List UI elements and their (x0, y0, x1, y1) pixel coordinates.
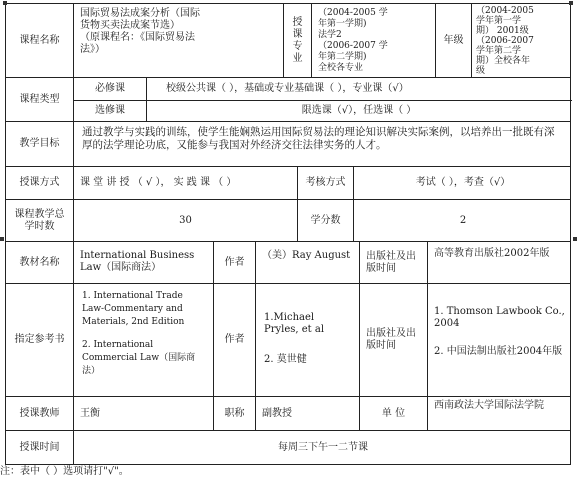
row-textbook (5, 241, 571, 283)
value-title: 副教授 (256, 397, 360, 430)
label-unit: 单 位 (360, 397, 428, 430)
label-exam: 考核方式 (298, 167, 354, 199)
value-ref-publisher: 1. Thomson Lawbook Co., 2004 2. 中国法制出版社2004年版 (434, 306, 565, 357)
row-hours (5, 199, 571, 241)
value-method: 课 堂 讲 授 （ √ ）， 实 践 课 （ ） (74, 167, 298, 199)
type-options (74, 78, 572, 121)
row-method (5, 166, 571, 199)
row-course-type (5, 77, 571, 121)
label-required: 必修课 (74, 78, 147, 100)
table-bottom-border (5, 464, 571, 465)
footnote: 注：表中（ ）选项请打"√"。 (0, 466, 129, 477)
label-hours: 课程教学总学时数 (6, 200, 74, 241)
value-references: 1. International Trade Law-Commentary and Materials, 2nd Edition 2. International Commercial Law（国际商法） (74, 284, 214, 396)
value-time: 每周三下午一二节课 (278, 441, 368, 453)
value-hours: 30 (74, 200, 298, 241)
label-major: 授课专业 (284, 4, 312, 77)
label-credits: 学分数 (298, 200, 354, 241)
label-time: 授课时间 (6, 431, 74, 464)
value-grade: （2004-2005 学年第一学 期） 2001级 （2006-2007 学年第二学 期）全校各年 级 (476, 6, 534, 76)
row-course-name (5, 3, 571, 77)
value-required: 校级公共课（ ），基础或专业基础课（ ），专业课（√） (166, 83, 409, 94)
row-teaching-goal (5, 121, 571, 166)
label-teaching-goal: 教学目标 (6, 122, 74, 166)
value-unit: 西南政法大学国际法学院 (434, 400, 544, 411)
label-ref-publisher: 出版社及出版时间 (360, 284, 428, 396)
corner-mark (0, 237, 4, 241)
value-course-name: 国际贸易法成案分析（国际 货物买卖法成案节选） （原课程名：《国际贸易法 法》） (74, 4, 284, 77)
value-elective: 限选课（√），任选课（ ） (301, 105, 417, 116)
label-elective: 选修课 (74, 100, 147, 121)
label-title: 职称 (214, 397, 256, 430)
label-publisher: 出版社及出版时间 (360, 242, 428, 283)
label-ref-author: 作者 (214, 284, 256, 396)
label-references: 指定参考书 (6, 284, 74, 396)
corner-mark (573, 237, 577, 241)
row-time (5, 430, 571, 464)
value-textbook: International Business Law（国际商法） (74, 242, 214, 283)
value-teacher: 王衡 (74, 397, 214, 430)
row-references (5, 283, 571, 396)
value-publisher: 高等教育出版社2002年版 (434, 248, 550, 259)
label-teacher: 授课教师 (6, 397, 74, 430)
row-teacher (5, 396, 571, 430)
value-credits: 2 (459, 214, 467, 226)
value-ref-author: 1.Michael Pryles, et al 2. 莫世健 (256, 284, 360, 396)
label-method: 授课方式 (6, 167, 74, 199)
label-textbook: 教材名称 (6, 242, 74, 283)
value-exam: 考试（ ），考查（√） (415, 177, 511, 188)
label-course-name: 课程名称 (6, 4, 74, 77)
label-course-type: 课程类型 (6, 78, 74, 121)
label-grade: 年级 (436, 4, 472, 77)
value-author: （美）Ray August (256, 242, 360, 283)
value-major: （2004-2005 学 年第一学期) 法学2 （2006-2007 学 年第二学期) 全校各专业 (312, 4, 436, 77)
corner-mark (3, 1, 7, 5)
corner-mark (569, 1, 573, 5)
label-author: 作者 (214, 242, 256, 283)
value-teaching-goal: 通过教学与实践的训练，使学生能娴熟运用国际贸易法的理论知识解决实际案例，以培养出一批既有深厚的法学理论功底，又能参与我国对外经济交往法律实务的人才。 (82, 126, 555, 151)
